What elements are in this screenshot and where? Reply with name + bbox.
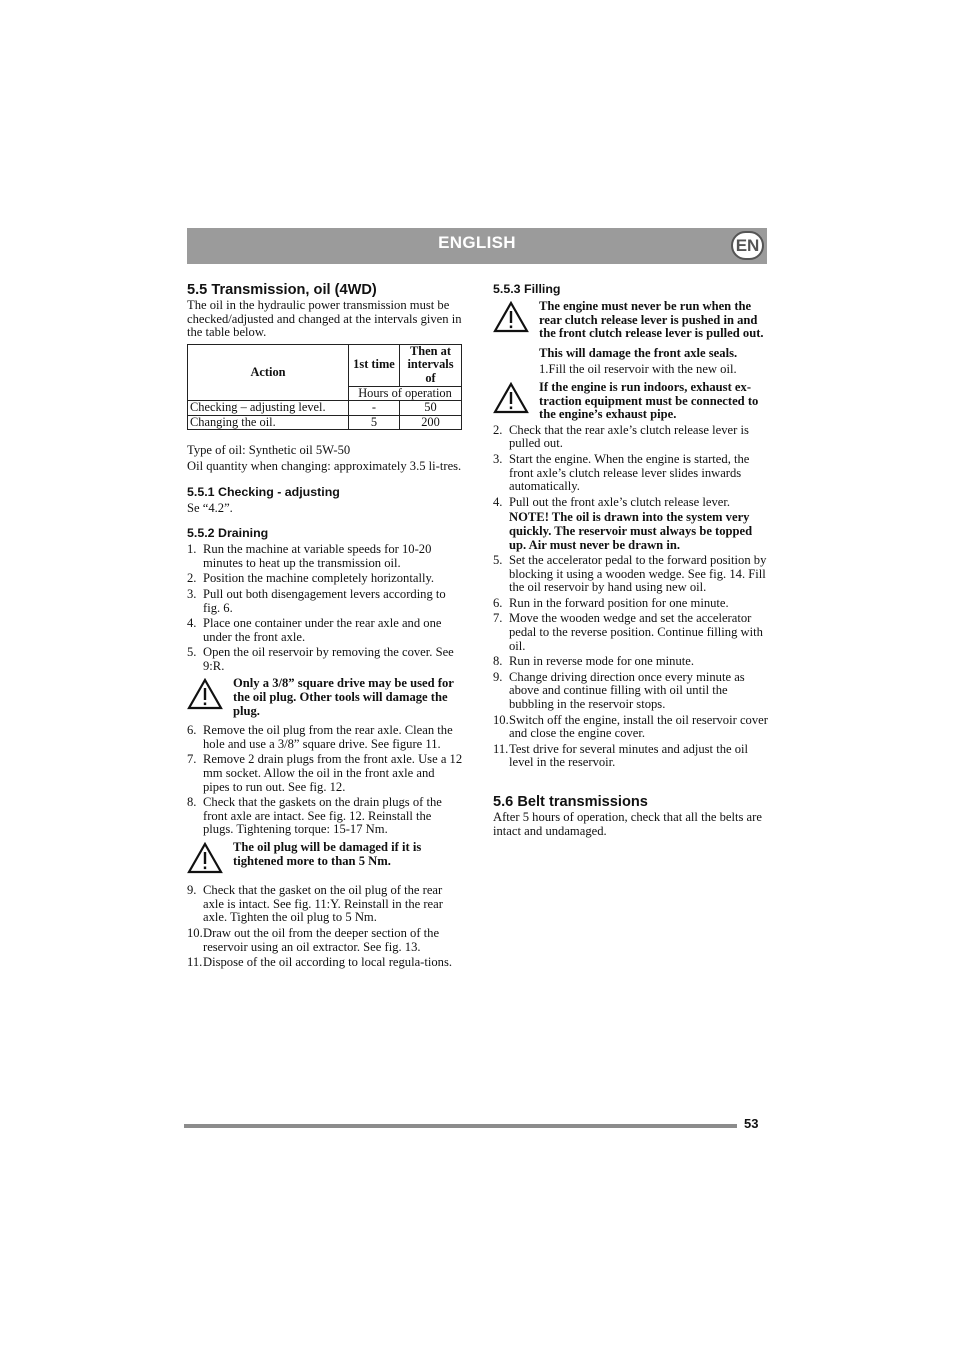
step-number: 6.	[187, 723, 197, 738]
step-text: Run in the forward position for one minute.	[509, 595, 729, 610]
list-item	[187, 724, 463, 751]
step-number: 3.	[493, 451, 503, 466]
step-number: 5.	[187, 645, 197, 660]
warning-triangle-icon	[187, 842, 223, 874]
warning-square-drive	[187, 677, 463, 718]
step-text: Remove the oil plug from the rear axle. Clean the hole and use a 3/8” square drive. See figure 11.	[203, 723, 453, 751]
step-number: 8.	[493, 654, 503, 669]
table-header-interval: Then at intervals of	[400, 344, 462, 386]
warning-note-seals: This will damage the front axle seals.	[539, 345, 738, 360]
table-cell-interval: 200	[400, 415, 462, 430]
step-number: 11.	[187, 955, 203, 970]
step-text: Run in reverse mode for one minute.	[509, 654, 695, 669]
warning-triangle-icon	[493, 301, 529, 333]
warning-text: The engine must never be run when the rear clutch release lever is pushed in and the front clutch release lever is pulled out.	[539, 299, 764, 341]
step-text: Pull out both disengagement levers according to fig. 6.	[203, 586, 446, 615]
step-number: 10.	[187, 925, 203, 940]
table-header-first-time: 1st time	[349, 344, 400, 386]
page-number: 53	[744, 1116, 759, 1131]
list-item	[493, 496, 769, 510]
subsection-heading-filling: 5.5.3 Filling	[493, 282, 561, 296]
step-text: Draw out the oil from the deeper section of the reservoir using an oil extractor. See fig. 13.	[203, 925, 440, 954]
warning-oil-plug-torque	[187, 841, 463, 868]
list-item	[493, 612, 769, 653]
step-number: 5.	[493, 553, 503, 568]
step-text: Place one container under the rear axle and one under the front axle.	[203, 616, 442, 644]
list-item	[187, 956, 463, 970]
step-number: 2.	[493, 422, 503, 437]
oil-quantity: Oil quantity when changing: approximately 3.5 li-tres.	[187, 458, 462, 473]
right-column	[493, 282, 769, 840]
step-text: Pull out the front axle’s clutch release lever.	[509, 494, 731, 509]
warning-text: The oil plug will be damaged if it is tightened more to than 5 Nm.	[233, 840, 422, 868]
list-item	[493, 714, 769, 741]
draining-steps-b	[187, 724, 463, 837]
step-number: 6.	[493, 595, 503, 610]
table-cell-action: Changing the oil.	[188, 415, 349, 430]
step-number: 3.	[187, 586, 197, 601]
step-number: 10.	[493, 712, 509, 727]
table-header-row	[188, 344, 462, 386]
left-column	[187, 282, 463, 972]
list-item	[187, 646, 463, 673]
warning-text: Only a 3/8” square drive may be used for the oil plug. Other tools will damage the plug.	[233, 676, 454, 718]
list-item	[187, 588, 463, 615]
table-cell-first: -	[349, 401, 400, 416]
list-item	[187, 884, 463, 925]
filling-step-1: 1.Fill the oil reservoir with the new oil.	[539, 362, 737, 377]
note-air-warning: NOTE! The oil is drawn into the system very quickly. The reservoir must always be topped up. Air must never be drawn in.	[509, 510, 753, 552]
subsection-heading-checking: 5.5.1 Checking - adjusting	[187, 484, 340, 499]
step-number: 1.	[187, 542, 197, 557]
step-number: 4.	[493, 494, 503, 509]
table-row	[188, 401, 462, 416]
list-item	[187, 617, 463, 644]
step-text: Run the machine at variable speeds for 10-20 minutes to heat up the transmission oil.	[203, 542, 432, 570]
step-text: Dispose of the oil according to local regula-tions.	[203, 955, 453, 970]
step-text: Switch off the engine, install the oil reservoir cover and close the engine cover.	[509, 712, 768, 741]
step-text: Start the engine. When the engine is started, the front axle’s clutch release lever slides inwards automatically.	[509, 451, 750, 494]
filling-steps-a	[493, 424, 769, 510]
language-badge	[731, 231, 764, 260]
section-heading-transmission-oil: 5.5 Transmission, oil (4WD)	[187, 282, 377, 298]
list-item	[493, 453, 769, 494]
step-number: 2.	[187, 571, 197, 586]
warning-exhaust-extraction	[493, 381, 769, 422]
step-text: Open the oil reservoir by removing the cover. See 9:R.	[203, 645, 454, 673]
step-number: 9.	[493, 669, 503, 684]
list-item	[493, 597, 769, 611]
table-row	[188, 415, 462, 430]
language-badge-label: EN	[735, 235, 760, 255]
table-cell-interval: 50	[400, 401, 462, 416]
step-number: 7.	[187, 752, 197, 767]
draining-steps-c	[187, 884, 463, 970]
warning-clutch-levers	[493, 300, 769, 341]
list-item	[187, 543, 463, 570]
step-text: Check that the rear axle’s clutch release lever is pulled out.	[509, 422, 749, 451]
step-text: Position the machine completely horizontally.	[203, 571, 435, 586]
step-text: Change driving direction once every minute as above and continue filling with oil until the bubbling in the reservoir stops.	[509, 669, 745, 712]
list-item	[187, 796, 463, 837]
table-hours-label: Hours of operation	[349, 386, 462, 401]
list-item	[187, 572, 463, 586]
step-text: Check that the gasket on the oil plug of the rear axle is intact. See fig. 11:Y. Reinstall in the rear axle. Tighten the oil plug to 5 Nm.	[203, 883, 443, 925]
list-item	[493, 743, 769, 770]
list-item	[187, 927, 463, 954]
step-text: Remove 2 drain plugs from the front axle. Use a 12 mm socket. Allow the oil in the front axle and pipes to run out. See fig. 12.	[203, 752, 463, 794]
language-banner	[187, 228, 767, 264]
list-item	[187, 753, 463, 794]
intro-paragraph: The oil in the hydraulic power transmission must be checked/adjusted and changed at the intervals given in the table below.	[187, 298, 462, 340]
oil-type: Type of oil: Synthetic oil 5W-50	[187, 443, 351, 458]
step-number: 11.	[493, 741, 509, 756]
table-cell-action: Checking – adjusting level.	[188, 401, 349, 416]
oil-interval-table	[187, 344, 462, 431]
list-item	[493, 554, 769, 595]
step-number: 7.	[493, 611, 503, 626]
banner-title: ENGLISH	[438, 233, 516, 252]
step-text: Move the wooden wedge and set the accelerator pedal to the reverse position. Continue filling with oil.	[509, 611, 763, 653]
section-heading-belt-transmissions: 5.6 Belt transmissions	[493, 794, 648, 810]
step-number: 9.	[187, 883, 197, 898]
footer-rule	[184, 1124, 737, 1128]
filling-steps-b	[493, 554, 769, 770]
table-cell-first: 5	[349, 415, 400, 430]
warning-triangle-icon	[187, 678, 223, 710]
list-item	[493, 424, 769, 451]
step-number: 8.	[187, 795, 197, 810]
warning-text: If the engine is run indoors, exhaust ex-traction equipment must be connected to the engine’s exhaust pipe.	[539, 379, 759, 422]
list-item	[493, 655, 769, 669]
belt-text: After 5 hours of operation, check that all the belts are intact and undamaged.	[493, 810, 762, 838]
draining-steps-a	[187, 543, 463, 673]
step-number: 4.	[187, 616, 197, 631]
step-text: Set the accelerator pedal to the forward position by blocking it using a wooden wedge. See fig. 14. Fill the oil reservoir by hand using new oil.	[509, 553, 767, 595]
step-text: Check that the gaskets on the drain plugs of the front axle are intact. See fig. 12. Reinstall the plugs. Tightening torque: 15-17 Nm.	[203, 795, 442, 837]
step-text: Test drive for several minutes and adjust the oil level in the reservoir.	[509, 741, 749, 770]
list-item	[493, 671, 769, 712]
checking-text: Se “4.2”.	[187, 500, 233, 515]
subsection-heading-draining: 5.5.2 Draining	[187, 526, 269, 541]
table-header-action: Action	[188, 344, 349, 400]
warning-triangle-icon	[493, 382, 529, 414]
